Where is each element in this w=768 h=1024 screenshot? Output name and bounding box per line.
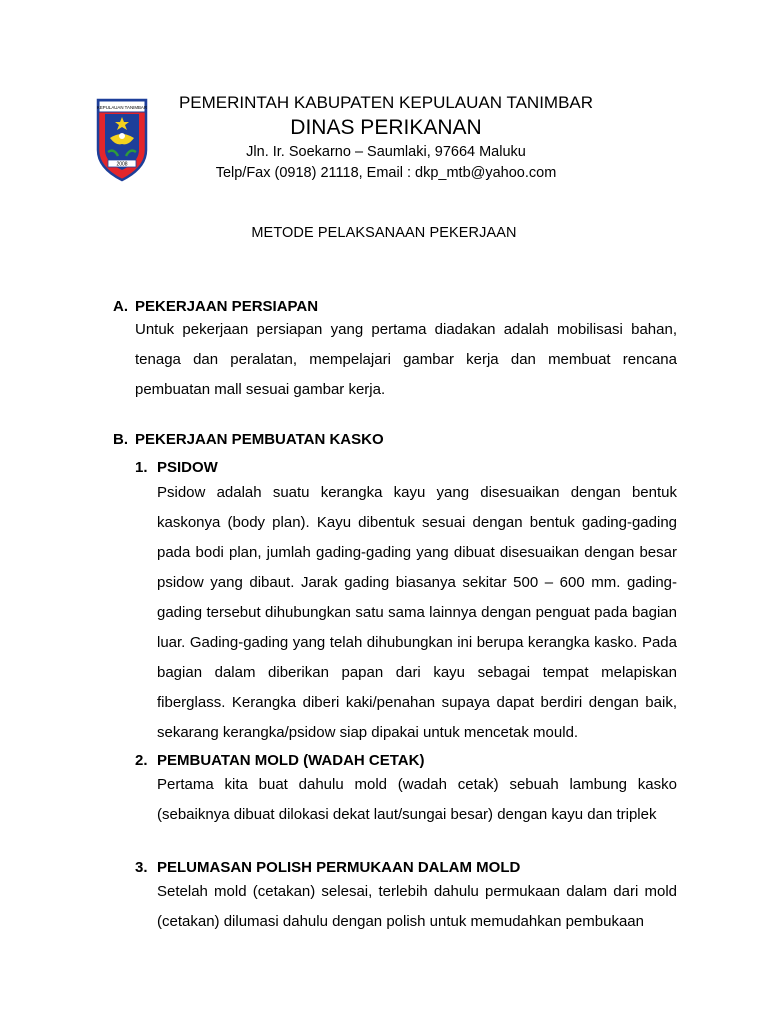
subsection-b3-title: PELUMASAN POLISH PERMUKAAN DALAM MOLD (157, 859, 521, 876)
subsection-b3-marker: 3. (135, 859, 148, 876)
subsection-b3-heading (135, 859, 520, 876)
section-b-title: PEKERJAAN PEMBUATAN KASKO (135, 431, 384, 448)
section-a-title: PEKERJAAN PERSIAPAN (135, 298, 319, 315)
regency-coat-of-arms-logo (96, 94, 148, 182)
subsection-b1-marker: 1. (135, 459, 148, 476)
subsection-b2-heading (135, 752, 424, 769)
logo-lettering: KEPULAUAN TANIMBAR (96, 105, 148, 110)
subsection-b2-title: PEMBUATAN MOLD (WADAH CETAK) (157, 752, 425, 769)
department-name: DINAS PERIKANAN (290, 116, 482, 139)
logo-year: 2008 (116, 161, 128, 168)
subsection-b2-paragraph: Pertama kita buat dahulu mold (wadah cetak) sebuah lambung kasko (sebaiknya dibuat dilokasi dekat laut/sungai besar) dengan kayu dan triplek (157, 776, 677, 823)
subsection-b1-paragraph: Psidow adalah suatu kerangka kayu yang disesuaikan dengan bentuk kaskonya (body plan). Kayu dibentuk sesuai dengan bentuk gading-gading pada bodi plan, jumlah gading-gading yang dibuat disesuaikan dengan besar psidow yang dibaut. Jarak gading biasanya sekitar 500 – 600 mm. gading-gading tersebut dihubungkan satu sama lainnya dengan penguat pada bagian luar. Gading-gading yang telah dihubungkan ini berupa kerangka kasko. Pada bagian dalam diberikan papan dari kayu sebagai tempat melapiskan fiberglass. Kerangka diberi kaki/penahan supaya dapat berdiri dengan baik, sekarang kerangka/psidow siap dipakai untuk mencetak mould. (157, 484, 677, 741)
section-a-paragraph: Untuk pekerjaan persiapan yang pertama diadakan adalah mobilisasi bahan, tenaga dan peralatan, mempelajari gambar kerja dan membuat rencana pembuatan mall sesuai gambar kerja. (135, 321, 677, 398)
office-address: Jln. Ir. Soekarno – Saumlaki, 97664 Maluku (246, 144, 526, 160)
section-a-marker: A. (113, 298, 128, 315)
subsection-b3-paragraph: Setelah mold (cetakan) selesai, terlebih dahulu permukaan dalam dari mold (cetakan) dilumasi dahulu dengan polish untuk memudahkan pembukaan (157, 883, 677, 930)
office-contact: Telp/Fax (0918) 21118, Email : dkp_mtb@yahoo.com (215, 165, 557, 181)
section-a-heading (113, 298, 318, 315)
organization-name: PEMERINTAH KABUPATEN KEPULAUAN TANIMBAR (178, 93, 594, 112)
subsection-b2-marker: 2. (135, 752, 148, 769)
section-b-marker: B. (113, 431, 128, 448)
subsection-b1-heading (135, 459, 218, 476)
section-b-heading (113, 431, 384, 448)
document-title: METODE PELAKSANAAN PEKERJAAN (251, 225, 517, 241)
subsection-b1-title: PSIDOW (157, 459, 218, 476)
